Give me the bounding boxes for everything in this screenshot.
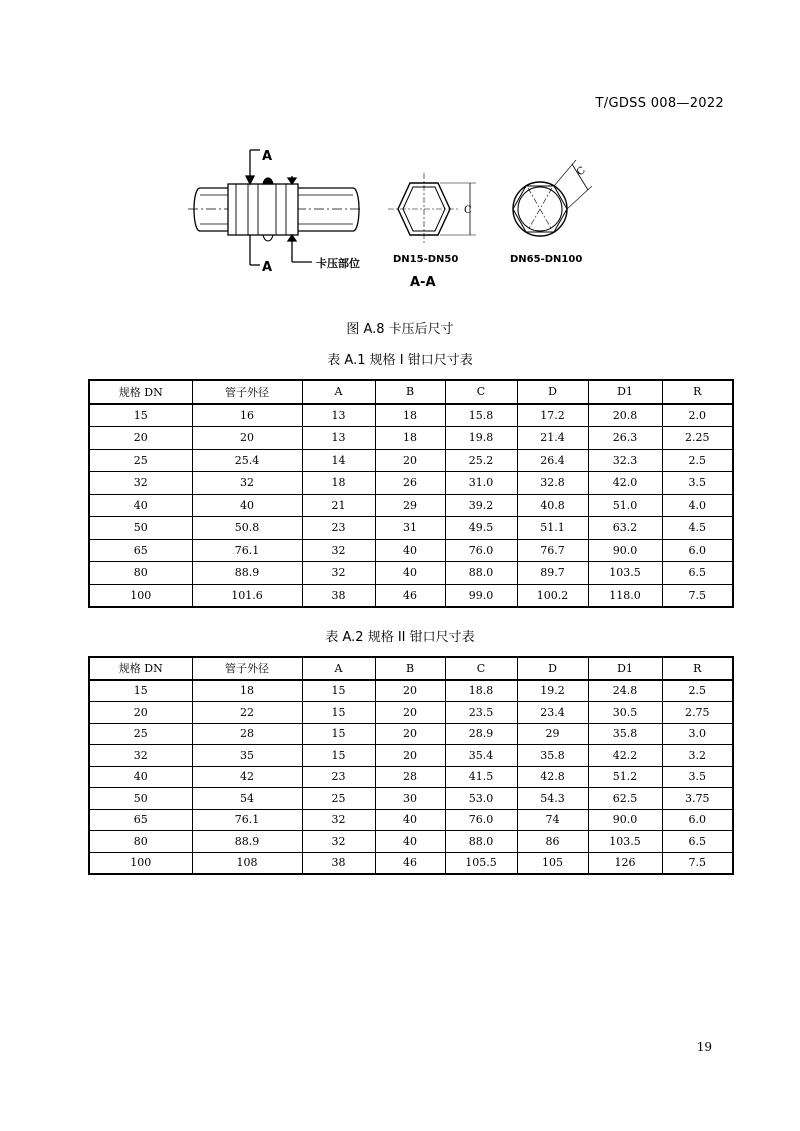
table-cell: 108 (192, 852, 302, 874)
table-cell: 51.2 (588, 766, 662, 788)
table-cell: 21.4 (517, 427, 588, 450)
document-id: T/GDSS 008—2022 (595, 96, 724, 111)
table-cell: 15 (89, 680, 192, 702)
table-cell: 42 (192, 766, 302, 788)
table-cell: 20.8 (588, 404, 662, 427)
round-size-label: DN65-DN100 (510, 254, 583, 265)
table-cell: 89.7 (517, 562, 588, 585)
table-cell: 2.0 (662, 404, 733, 427)
table-cell: 54.3 (517, 788, 588, 810)
table-cell: 17.2 (517, 404, 588, 427)
table-cell: 25.2 (445, 449, 517, 472)
column-header: C (445, 380, 517, 404)
table-cell: 15.8 (445, 404, 517, 427)
table-row (89, 539, 733, 562)
table-cell: 30.5 (588, 702, 662, 724)
table-row (89, 680, 733, 702)
table-cell: 46 (375, 584, 445, 607)
table-cell: 18 (302, 472, 375, 495)
table-cell: 2.75 (662, 702, 733, 724)
table-cell: 15 (302, 723, 375, 745)
table-cell: 20 (375, 702, 445, 724)
table-cell: 23 (302, 766, 375, 788)
table-cell: 15 (302, 745, 375, 767)
table-cell: 32.3 (588, 449, 662, 472)
column-header: D1 (588, 657, 662, 680)
jaw-size-table-2 (88, 656, 734, 875)
table-cell: 99.0 (445, 584, 517, 607)
table-cell: 35.8 (588, 723, 662, 745)
table-cell: 15 (89, 404, 192, 427)
table-cell: 18 (192, 680, 302, 702)
table-cell: 14 (302, 449, 375, 472)
table-cell: 101.6 (192, 584, 302, 607)
table-cell: 88.9 (192, 831, 302, 853)
table-cell: 40 (375, 562, 445, 585)
table-cell: 29 (375, 494, 445, 517)
table-cell: 25.4 (192, 449, 302, 472)
table-cell: 20 (89, 702, 192, 724)
table-cell: 6.5 (662, 562, 733, 585)
hex-size-label: DN15-DN50 (393, 254, 459, 265)
table-cell: 103.5 (588, 831, 662, 853)
jaw-size-table-1 (88, 379, 734, 608)
table-cell: 40 (89, 766, 192, 788)
column-header: 管子外径 (192, 657, 302, 680)
table-cell: 32 (302, 539, 375, 562)
table-cell: 24.8 (588, 680, 662, 702)
table-cell: 90.0 (588, 539, 662, 562)
table-cell: 20 (375, 680, 445, 702)
table-cell: 38 (302, 852, 375, 874)
table-cell: 32 (89, 472, 192, 495)
table-cell: 4.5 (662, 517, 733, 540)
table-cell: 26.4 (517, 449, 588, 472)
table-cell: 100.2 (517, 584, 588, 607)
table-cell: 29 (517, 723, 588, 745)
table-cell: 50.8 (192, 517, 302, 540)
table-cell: 6.5 (662, 831, 733, 853)
table-cell: 74 (517, 809, 588, 831)
crimp-position-label: 卡压部位 (316, 257, 360, 270)
table-cell: 46 (375, 852, 445, 874)
table-cell: 88.9 (192, 562, 302, 585)
column-header: A (302, 380, 375, 404)
column-header: D (517, 657, 588, 680)
table-cell: 32.8 (517, 472, 588, 495)
table-cell: 51.0 (588, 494, 662, 517)
table-header-row (89, 657, 733, 680)
table-cell: 3.5 (662, 472, 733, 495)
table-cell: 63.2 (588, 517, 662, 540)
table-cell: 20 (89, 427, 192, 450)
table-cell: 80 (89, 562, 192, 585)
figure-caption: 图 A.8 卡压后尺寸 (346, 322, 454, 337)
table-cell: 76.1 (192, 809, 302, 831)
column-header: A (302, 657, 375, 680)
table-cell: 3.75 (662, 788, 733, 810)
table-row (89, 404, 733, 427)
table-cell: 31 (375, 517, 445, 540)
table-cell: 118.0 (588, 584, 662, 607)
table-cell: 40 (192, 494, 302, 517)
table2-title: 表 A.2 规格 II 钳口尺寸表 (325, 630, 475, 645)
table-cell: 76.0 (445, 809, 517, 831)
table-cell: 65 (89, 809, 192, 831)
table-cell: 32 (302, 809, 375, 831)
table-cell: 41.5 (445, 766, 517, 788)
section-label-top: A (262, 149, 273, 164)
table-cell: 23 (302, 517, 375, 540)
table-row (89, 788, 733, 810)
table-row (89, 517, 733, 540)
table-cell: 90.0 (588, 809, 662, 831)
hex-section (388, 173, 476, 245)
table-cell: 3.2 (662, 745, 733, 767)
table-row (89, 745, 733, 767)
table-cell: 105.5 (445, 852, 517, 874)
table-cell: 35.4 (445, 745, 517, 767)
table-cell: 86 (517, 831, 588, 853)
table-cell: 23.5 (445, 702, 517, 724)
table-cell: 6.0 (662, 539, 733, 562)
table-cell: 42.0 (588, 472, 662, 495)
table-cell: 20 (375, 745, 445, 767)
column-header: D1 (588, 380, 662, 404)
table-cell: 76.1 (192, 539, 302, 562)
table-row (89, 852, 733, 874)
table-cell: 40 (375, 809, 445, 831)
table-cell: 26.3 (588, 427, 662, 450)
table-cell: 28 (375, 766, 445, 788)
table-cell: 100 (89, 852, 192, 874)
table-row (89, 472, 733, 495)
column-header: D (517, 380, 588, 404)
table-cell: 76.7 (517, 539, 588, 562)
table-cell: 88.0 (445, 831, 517, 853)
table-cell: 23.4 (517, 702, 588, 724)
table-cell: 2.25 (662, 427, 733, 450)
table-cell: 50 (89, 788, 192, 810)
table-cell: 22 (192, 702, 302, 724)
table-cell: 26 (375, 472, 445, 495)
table-cell: 38 (302, 584, 375, 607)
table-cell: 80 (89, 831, 192, 853)
table-cell: 4.0 (662, 494, 733, 517)
crimp-figure (188, 140, 608, 290)
table-cell: 76.0 (445, 539, 517, 562)
table-row (89, 809, 733, 831)
table-cell: 53.0 (445, 788, 517, 810)
table-cell: 7.5 (662, 852, 733, 874)
column-header: 规格 DN (89, 657, 192, 680)
table-row (89, 449, 733, 472)
table-cell: 13 (302, 404, 375, 427)
column-header: B (375, 657, 445, 680)
table-cell: 21 (302, 494, 375, 517)
table-row (89, 494, 733, 517)
column-header: B (375, 380, 445, 404)
table-row (89, 723, 733, 745)
table-cell: 126 (588, 852, 662, 874)
table-cell: 13 (302, 427, 375, 450)
table-cell: 20 (375, 449, 445, 472)
table-cell: 40 (375, 539, 445, 562)
table-cell: 3.0 (662, 723, 733, 745)
table-cell: 50 (89, 517, 192, 540)
table-cell: 15 (302, 680, 375, 702)
table-cell: 2.5 (662, 680, 733, 702)
table1-title: 表 A.1 规格 I 钳口尺寸表 (327, 353, 473, 368)
table-row (89, 766, 733, 788)
table-cell: 105 (517, 852, 588, 874)
table-cell: 18 (375, 404, 445, 427)
table-cell: 35 (192, 745, 302, 767)
table-cell: 25 (89, 449, 192, 472)
table-cell: 25 (302, 788, 375, 810)
column-header: R (662, 657, 733, 680)
table-cell: 103.5 (588, 562, 662, 585)
table-cell: 42.2 (588, 745, 662, 767)
table-cell: 28 (192, 723, 302, 745)
table-cell: 3.5 (662, 766, 733, 788)
table-cell: 62.5 (588, 788, 662, 810)
table-row (89, 427, 733, 450)
table-cell: 15 (302, 702, 375, 724)
table-cell: 20 (192, 427, 302, 450)
pipe-side-view (188, 150, 363, 265)
table-cell: 6.0 (662, 809, 733, 831)
table-cell: 25 (89, 723, 192, 745)
table-cell: 65 (89, 539, 192, 562)
dim-c-label: C (464, 205, 472, 216)
table-cell: 100 (89, 584, 192, 607)
page-number: 19 (696, 1040, 712, 1054)
table-cell: 30 (375, 788, 445, 810)
table-row (89, 584, 733, 607)
table-cell: 31.0 (445, 472, 517, 495)
table-cell: 28.9 (445, 723, 517, 745)
column-header: 规格 DN (89, 380, 192, 404)
table-cell: 40 (375, 831, 445, 853)
table-cell: 35.8 (517, 745, 588, 767)
table-cell: 16 (192, 404, 302, 427)
dim-c-label-round: C (574, 164, 588, 179)
table-cell: 40 (89, 494, 192, 517)
table-cell: 32 (302, 831, 375, 853)
table-cell: 19.8 (445, 427, 517, 450)
table-cell: 42.8 (517, 766, 588, 788)
table-cell: 20 (375, 723, 445, 745)
table-cell: 51.1 (517, 517, 588, 540)
table-cell: 18 (375, 427, 445, 450)
table-cell: 32 (192, 472, 302, 495)
table-cell: 19.2 (517, 680, 588, 702)
table-row (89, 562, 733, 585)
table-cell: 39.2 (445, 494, 517, 517)
crimp-diagram (188, 140, 608, 290)
table-cell: 7.5 (662, 584, 733, 607)
section-label-bottom: A (262, 260, 273, 275)
table-cell: 49.5 (445, 517, 517, 540)
column-header: R (662, 380, 733, 404)
table-header-row (89, 380, 733, 404)
table-cell: 54 (192, 788, 302, 810)
table-cell: 2.5 (662, 449, 733, 472)
column-header: C (445, 657, 517, 680)
table-cell: 18.8 (445, 680, 517, 702)
table-cell: 40.8 (517, 494, 588, 517)
table-row (89, 702, 733, 724)
table-cell: 32 (89, 745, 192, 767)
column-header: 管子外径 (192, 380, 302, 404)
table-cell: 32 (302, 562, 375, 585)
section-view-label: A-A (410, 275, 436, 290)
table-cell: 88.0 (445, 562, 517, 585)
table-row (89, 831, 733, 853)
